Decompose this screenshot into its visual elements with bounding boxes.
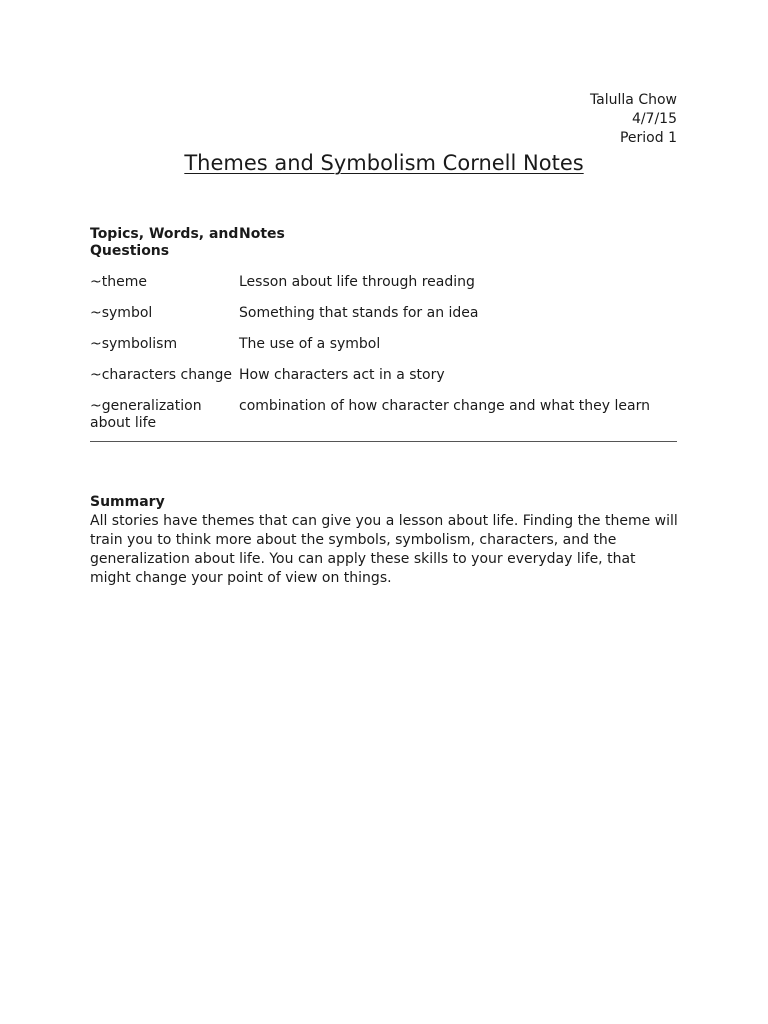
table-row <box>90 336 677 353</box>
topic-cell: ~theme <box>90 274 147 290</box>
table-header-row <box>90 226 677 260</box>
topic-cell: ~symbolism <box>90 336 178 352</box>
note-cell: Something that stands for an idea <box>239 305 479 321</box>
table-row <box>90 274 677 291</box>
header-info <box>590 91 677 148</box>
table-row <box>90 367 677 384</box>
topic-cell: ~generalization about life <box>90 398 202 431</box>
summary-text: All stories have themes that can give you a lesson about life. Finding the theme will train you to think more about the symbols, symbolism, characters, and the generalization about life. You can apply these skills to your everyday life, that might change your point of view on things. <box>90 513 678 586</box>
student-name: Talulla Chow <box>589 92 677 108</box>
table-row <box>90 398 677 432</box>
note-cell: Lesson about life through reading <box>239 274 475 290</box>
note-cell: combination of how character change and what they learn <box>239 398 650 414</box>
cornell-notes-table <box>90 226 677 442</box>
summary-section <box>90 493 680 588</box>
note-cell: The use of a symbol <box>239 336 381 352</box>
topic-cell: ~characters change <box>90 367 233 383</box>
summary-heading: Summary <box>90 494 165 510</box>
column-header-notes: Notes <box>239 226 285 242</box>
topic-cell: ~symbol <box>90 305 153 321</box>
column-header-topics: Topics, Words, and Questions <box>90 226 239 259</box>
table-row <box>90 305 677 322</box>
period-text: Period 1 <box>619 130 677 146</box>
date-text: 4/7/15 <box>631 111 677 127</box>
page-title: Themes and Symbolism Cornell Notes <box>184 151 584 175</box>
note-cell: How characters act in a story <box>239 367 445 383</box>
